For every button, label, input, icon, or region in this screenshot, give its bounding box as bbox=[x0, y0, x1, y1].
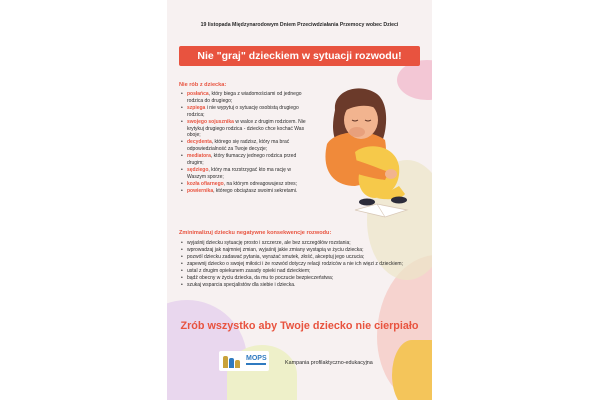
list-item: • bądź obecny w życiu dziecka, da mu to poczucie bezpieczeństwa; bbox=[181, 275, 421, 282]
item-text: , który tłumaczy jednego rodzica przed drugim; bbox=[187, 153, 297, 167]
minimize-list bbox=[181, 240, 421, 289]
keyword: posłańca bbox=[187, 91, 209, 97]
family-figure-icon bbox=[229, 358, 234, 368]
top-caption: 19 listopada Międzynarodowym Dniem Przeciwdziałania Przemocy wobec Dzieci bbox=[200, 22, 399, 28]
item-text: , który ma rozstrzygać kto ma rację w Waszym sporze; bbox=[187, 166, 291, 180]
campaign-label: Kampania profilaktyczno-edukacyjna bbox=[285, 360, 373, 366]
list-item bbox=[181, 119, 306, 140]
sad-child-illustration bbox=[315, 82, 425, 222]
dont-list bbox=[181, 91, 306, 195]
logo-underline bbox=[246, 363, 266, 365]
poster bbox=[167, 0, 432, 400]
logo-text: MOPS bbox=[246, 355, 267, 362]
keyword: szpiega bbox=[187, 104, 206, 111]
mops-logo bbox=[219, 351, 269, 371]
list-item bbox=[181, 188, 306, 195]
list-item: • pozwól dziecku zadawać pytania, wyrażać smutek, złość, akceptuj jego uczucia; bbox=[181, 254, 421, 261]
item-text: w walce z drugim rodzicem. Nie krytykuj drugiego rodzica - dziecko chce kochać Was oboje; bbox=[187, 118, 306, 139]
list-item: • ustal z drugim opiekunem zasady opieki nad dzieckiem; bbox=[181, 268, 421, 275]
poster-title: Nie "graj" dzieckiem w sytuacji rozwodu! bbox=[179, 46, 420, 66]
list-item: • zapewnij dziecko o swojej miłości i że rozwód dotyczy relacji rodziców a nie ich więzi z dzieckiem; bbox=[181, 261, 421, 268]
list-item bbox=[181, 91, 306, 105]
keyword: sędziego bbox=[187, 166, 209, 173]
item-text: , którego obciążasz swoimi sekretami. bbox=[213, 187, 298, 194]
list-item: • wyjaśnij dziecku sytuację prosto i szczerze, ale bez szczegółów rozstania; bbox=[181, 240, 421, 247]
item-text: , na którym odreagowujesz stres; bbox=[223, 180, 298, 187]
list-item bbox=[181, 153, 306, 167]
item-text: i nie wypytuj o sytuację osobistą drugiego rodzica; bbox=[187, 104, 299, 118]
item-text: , który biega z wiadomościami od jednego rodzica do drugiego; bbox=[187, 91, 302, 104]
minimize-heading: Zminimalizuj dziecku negatywne konsekwencje rozwodu: bbox=[179, 230, 332, 236]
list-item: • wprowadzaj jak najmniej zmian, wyjaśnij jakie zmiany wystąpią w życiu dziecka; bbox=[181, 247, 421, 254]
keyword: kozła ofiarnego bbox=[187, 180, 224, 187]
decor-blob bbox=[392, 340, 432, 400]
dont-heading: Nie rób z dziecka: bbox=[179, 82, 227, 88]
family-figure-icon bbox=[235, 360, 240, 368]
list-item bbox=[181, 105, 306, 119]
keyword: powiernika bbox=[187, 187, 214, 194]
slogan: Zrób wszystko aby Twoje dziecko nie cierpiało bbox=[180, 320, 419, 332]
list-item bbox=[181, 167, 306, 181]
list-item bbox=[181, 139, 306, 153]
keyword: decydenta bbox=[187, 139, 212, 146]
keyword: mediatora bbox=[187, 153, 211, 160]
list-item: • szukaj wsparcia specjalistów dla siebie i dziecka. bbox=[181, 282, 421, 289]
list-item bbox=[181, 181, 306, 188]
family-figure-icon bbox=[223, 356, 228, 368]
item-text: , którego się radzisz, który ma brać odpowiedzialność za Twoje decyzje; bbox=[187, 139, 290, 153]
keyword: swojego sojusznika bbox=[187, 118, 234, 125]
